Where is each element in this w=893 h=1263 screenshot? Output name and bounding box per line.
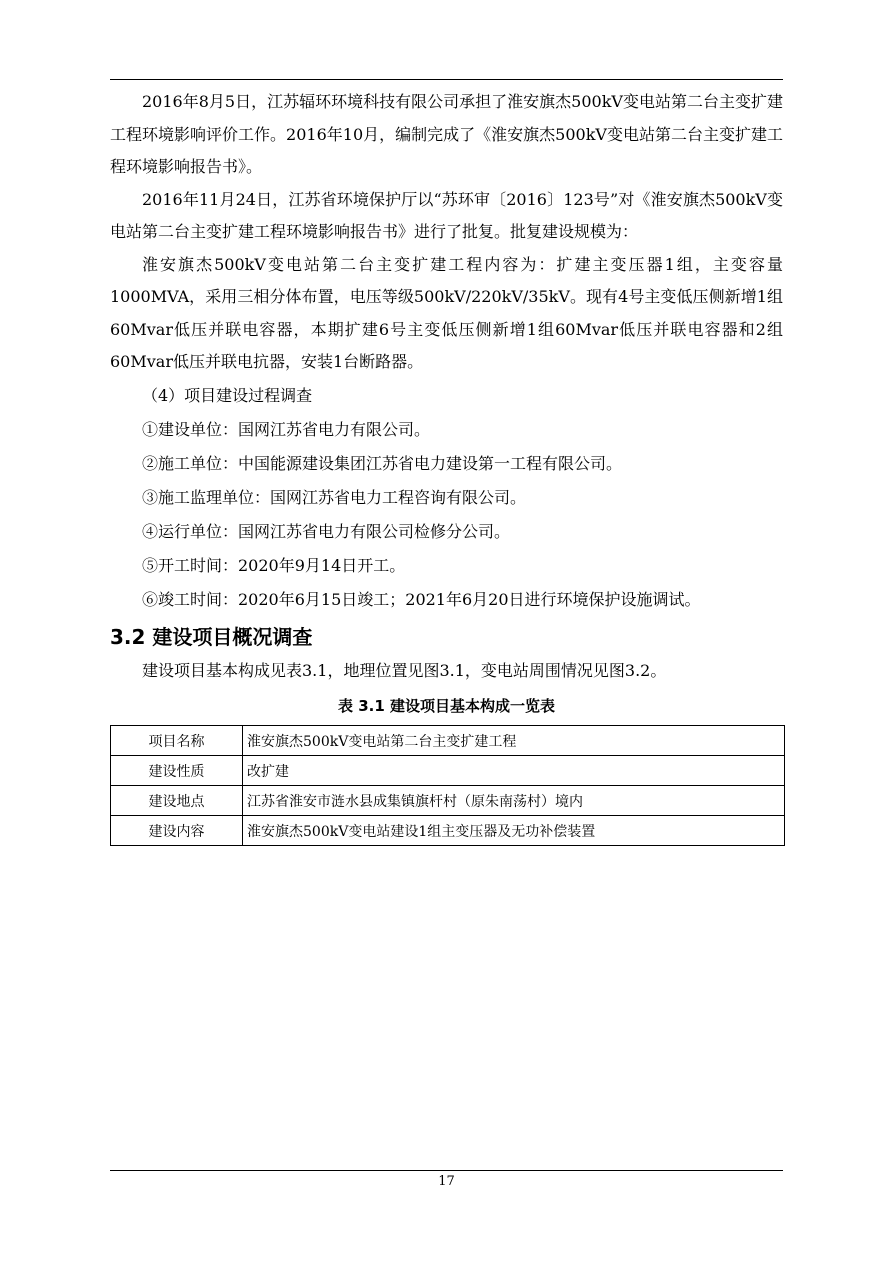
table-value-cell: 改扩建 bbox=[243, 756, 785, 786]
subsection-title: （4）项目建设过程调查 bbox=[142, 385, 313, 405]
list-item-operator: ④运行单位：国网江苏省电力有限公司检修分公司。 bbox=[142, 521, 511, 541]
paragraph-project-scope: 淮安旗杰500kV变电站第二台主变扩建工程内容为：扩建主变压器1组，主变容量1000MVA，采用三相分体布置，电压等级500kV/220kV/35kV。现有4号主变低压侧新增1组60Mvar低压并联电容器，本期扩建6号主变低压侧新增1组60Mvar低压并联电容器和2组60Mvar低压并联电抗器，安装1台断路器。 bbox=[110, 254, 783, 371]
document-body bbox=[110, 86, 783, 846]
table-value-cell: 江苏省淮安市涟水县成集镇旗杆村（原朱南荡村）境内 bbox=[243, 786, 785, 816]
table-label-cell: 建设内容 bbox=[111, 816, 243, 846]
project-info-table bbox=[110, 725, 785, 846]
table-label-cell: 项目名称 bbox=[111, 726, 243, 756]
table-row bbox=[111, 816, 785, 846]
table-label-cell: 建设地点 bbox=[111, 786, 243, 816]
list-item-construction-unit: ①建设单位：国网江苏省电力有限公司。 bbox=[142, 419, 431, 439]
header-rule bbox=[110, 79, 783, 80]
table-row bbox=[111, 726, 785, 756]
table-value-cell: 淮安旗杰500kV变电站建设1组主变压器及无功补偿装置 bbox=[243, 816, 785, 846]
table-label-cell: 建设性质 bbox=[111, 756, 243, 786]
table-row bbox=[111, 756, 785, 786]
page-number: 17 bbox=[438, 1174, 455, 1189]
table-value-cell: 淮安旗杰500kV变电站第二台主变扩建工程 bbox=[243, 726, 785, 756]
table-row bbox=[111, 786, 785, 816]
section-intro: 建设项目基本构成见表3.1，地理位置见图3.1，变电站周围情况见图3.2。 bbox=[142, 660, 667, 680]
list-item-supervisor: ③施工监理单位：国网江苏省电力工程咨询有限公司。 bbox=[142, 487, 527, 507]
section-heading: 3.2 建设项目概况调查 bbox=[110, 624, 313, 649]
list-item-completion-date: ⑥竣工时间：2020年6月15日竣工；2021年6月20日进行环境保护设施调试。 bbox=[142, 589, 701, 609]
paragraph-eia-assignment: 2016年8月5日，江苏辐环环境科技有限公司承担了淮安旗杰500kV变电站第二台主变扩建工程环境影响评价工作。2016年10月，编制完成了《淮安旗杰500kV变电站第二台主变扩建工程环境影响报告书》。 bbox=[110, 92, 783, 176]
paragraph-approval: 2016年11月24日，江苏省环境保护厅以“苏环审〔2016〕123号”对《淮安旗杰500kV变电站第二台主变扩建工程环境影响报告书》进行了批复。批复建设规模为： bbox=[110, 189, 783, 241]
table-caption: 表 3.1 建设项目基本构成一览表 bbox=[337, 697, 556, 715]
footer-rule bbox=[110, 1170, 783, 1171]
list-item-start-date: ⑤开工时间：2020年9月14日开工。 bbox=[142, 555, 406, 575]
list-item-contractor: ②施工单位：中国能源建设集团江苏省电力建设第一工程有限公司。 bbox=[142, 453, 623, 473]
